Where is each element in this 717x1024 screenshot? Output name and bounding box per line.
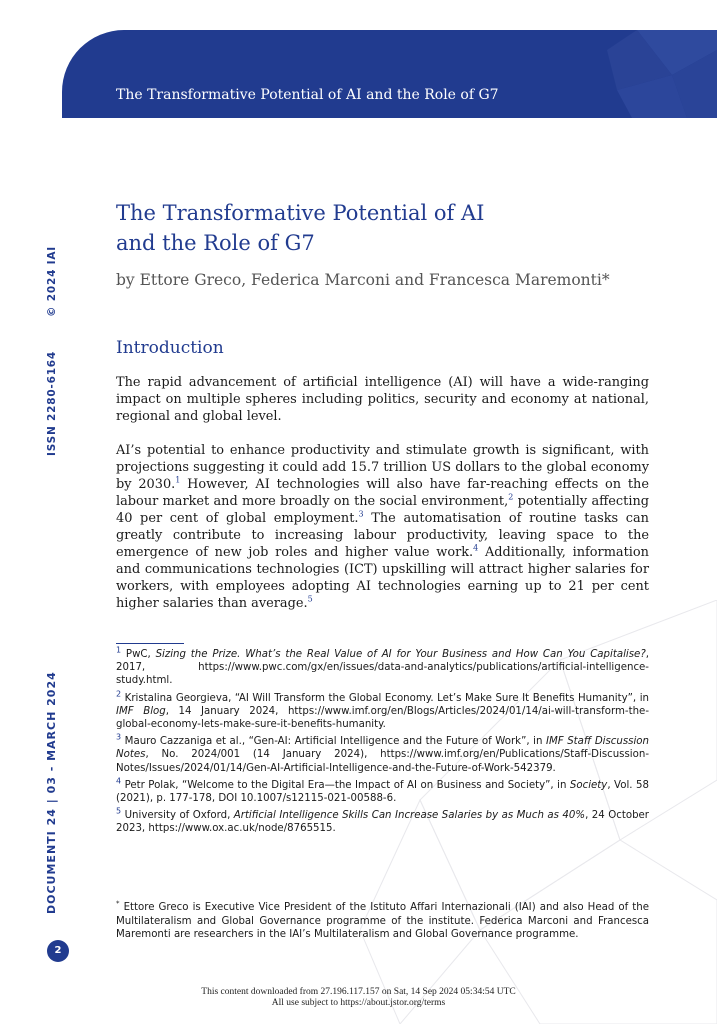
footnote-number: 5 (116, 806, 122, 816)
paragraph-2-text: However, AI technologies will also have far-reaching effects on the labour market and more broadly on the social environment, (116, 477, 649, 509)
footnote-source-title: IMF Blog (116, 705, 166, 717)
paragraph-1: The rapid advancement of artificial intelligence (AI) will have a wide-ranging impact on multiple spheres including politics, security and economy at national, regional and global level. (116, 375, 649, 424)
footnote-ref[interactable]: 2 (508, 492, 514, 502)
header-band (62, 30, 717, 118)
footnote-5 (116, 806, 649, 835)
page-number-badge: 2 (47, 940, 69, 962)
footnote-ref[interactable]: 5 (307, 594, 313, 604)
paragraph-2-text: potentially affecting 40 per cent of global employment. (116, 494, 650, 526)
footnote-divider (116, 643, 184, 644)
footnote-text: PwC, (125, 649, 156, 660)
paragraph-2-text: Additionally, information and communications technologies (ICT) upskilling will attract higher salaries for workers, with employees adopting AI technologies earning up to 21 per cent higher salaries than average. (116, 545, 649, 611)
title-line-2: and the Role of G7 (116, 231, 315, 255)
paragraph-2-text: AI’s potential to enhance productivity and stimulate growth is significant, with projections suggesting it could add 15.7 trillion US dollars to the global economy by 2030. (116, 443, 649, 492)
paragraph-2-text: The automatisation of routine tasks can greatly contribute to increasing labour productivity, leaving space to the emergence of new job roles and higher value work. (116, 511, 649, 560)
author-note-mark: * (116, 899, 120, 908)
footnote-number: 4 (116, 776, 122, 786)
footnote-text[interactable]: , Vol. 58 (2021), p. 177-178, DOI 10.1007/s12115-021-00588-6. (116, 779, 649, 805)
running-title: The Transformative Potential of AI and the Role of G7 (116, 87, 499, 103)
footnote-ref[interactable]: 3 (358, 509, 364, 519)
footnote-source-title: Artificial Intelligence Skills Can Increase Salaries by as Much as 40% (233, 810, 586, 822)
footnote-1 (116, 645, 649, 688)
footnote-2 (116, 689, 649, 732)
authors-byline: by Ettore Greco, Federica Marconi and Francesca Maremonti* (116, 271, 610, 289)
footnote-ref[interactable]: 1 (175, 475, 181, 485)
footnote-4 (116, 776, 649, 805)
footnote-text: Petr Polak, “Welcome to the Digital Era—the Impact of AI on Business and Society”, in (124, 779, 570, 791)
sidebar-bottom (42, 671, 62, 914)
issn-label: ISSN 2280-6164 (46, 350, 58, 456)
footnote-text[interactable]: , 14 January 2024, https://www.imf.org/en/Blogs/Articles/2024/01/14/ai-will-transform-the-global-economy-lets-make-sure-it-benefits-humanity. (116, 705, 649, 731)
footnote-text: University of Oxford, (124, 810, 234, 822)
jstor-line-1: This content downloaded from 27.196.117.157 on Sat, 14 Sep 2024 05:34:54 UTC (201, 987, 516, 997)
footnote-3 (116, 732, 649, 775)
footnote-text: Mauro Cazzaniga et al., “Gen-AI: Artificial Intelligence and the Future of Work”, in (124, 736, 546, 748)
author-note (116, 901, 649, 942)
series-label: DOCUMENTI 24 | 03 - MARCH 2024 (45, 671, 58, 914)
footnote-ref[interactable]: 4 (473, 543, 479, 553)
footnotes (116, 645, 649, 840)
title-line-1: The Transformative Potential of AI (116, 201, 485, 225)
footnote-text[interactable]: , 24 October 2023, https://www.ox.ac.uk/node/8765515. (116, 810, 649, 835)
footnote-text[interactable]: , 2017, https://www.pwc.com/gx/en/issues/data-and-analytics/publications/artificial-intelligence-study.html. (116, 649, 649, 687)
sidebar-top (42, 246, 62, 456)
paragraph-2 (116, 442, 649, 612)
footnote-number: 2 (116, 689, 122, 699)
footnote-text: Kristalina Georgieva, “AI Will Transform the Global Economy. Let’s Make Sure It Benefits Humanity”, in (124, 692, 649, 704)
jstor-notice (0, 987, 717, 1009)
author-note-text: Ettore Greco is Executive Vice President of the Istituto Affari Internazionali (IAI) and also Head of the Multilateralism and Global Governance programme of the institute. Federica Marconi and Francesca Maremonti are researchers in the IAI’s Multilateralism and Global Governance programme. (116, 902, 649, 940)
footnote-source-title: Society (569, 779, 608, 791)
jstor-line-2[interactable]: All use subject to https://about.jstor.org/terms (271, 998, 446, 1008)
copyright-label: © 2024 IAI (46, 246, 58, 317)
footnote-number: 1 (116, 645, 122, 655)
footnote-text[interactable]: , No. 2024/001 (14 January 2024), https://www.imf.org/en/Publications/Staff-Discussion-Notes/Issues/2024/01/14/Gen-AI-Artificial-Intelligence-and-the-Future-of-Work-542379. (116, 749, 649, 774)
header-decoration-icon (577, 30, 717, 118)
footnote-source-title: IMF Staff Discussion Notes (116, 736, 649, 761)
section-heading: Introduction (116, 338, 224, 358)
footnote-number: 3 (116, 732, 122, 742)
footnote-source-title: Sizing the Prize. What’s the Real Value of AI for Your Business and How Can You Capitalise? (155, 649, 646, 660)
page-title (116, 198, 616, 258)
